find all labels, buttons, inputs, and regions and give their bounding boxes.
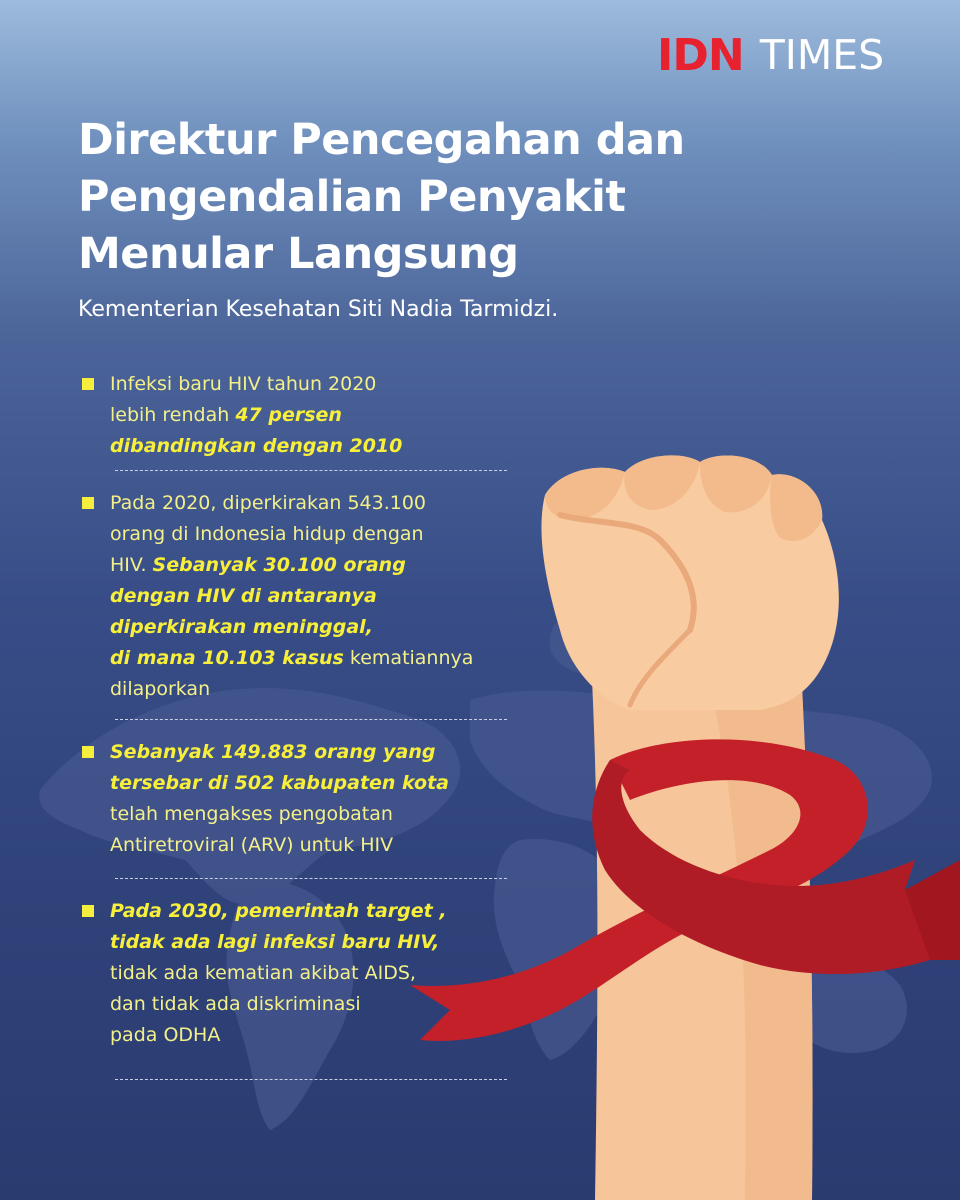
dashed-divider xyxy=(115,719,507,720)
fact-text-2: Pada 2020, diperkirakan 543.100 orang di Indonesia hidup dengan HIV. Sebanyak 30.100 orang dengan HIV di antaranya diperkirakan meninggal, di mana 10.103 kasus kematiannya dilaporkan xyxy=(110,492,474,700)
highlight: di mana 10.103 kasus xyxy=(110,647,344,669)
subheadline: Kementerian Kesehatan Siti Nadia Tarmidzi. xyxy=(78,297,559,322)
headline xyxy=(78,112,758,283)
highlight: 47 persen xyxy=(235,404,342,426)
highlight: dengan HIV di antaranya xyxy=(110,585,377,607)
dashed-divider xyxy=(115,470,507,471)
headline-line-1: Direktur Pencegahan dan xyxy=(78,115,685,165)
logo-times-text: TIMES xyxy=(759,31,885,79)
dashed-divider xyxy=(115,1079,507,1080)
idn-times-logo xyxy=(657,28,884,82)
highlight: Pada 2030, pemerintah target , xyxy=(110,900,447,922)
bullet-square-icon xyxy=(82,378,94,390)
logo-idn-text: IDN xyxy=(657,29,744,81)
highlight: tidak ada lagi infeksi baru HIV, xyxy=(110,931,440,953)
headline-line-2: Pengendalian Penyakit xyxy=(78,172,626,222)
fact-text-4: Pada 2030, pemerintah target , tidak ada lagi infeksi baru HIV, tidak ada kematian akibat AIDS, dan tidak ada diskriminasi pada ODHA xyxy=(110,900,447,1046)
fact-text-3: Sebanyak 149.883 orang yang tersebar di 502 kabupaten kota telah mengakses pengobatan Antiretroviral (ARV) untuk HIV xyxy=(110,741,449,856)
highlight: dibandingkan dengan 2010 xyxy=(110,435,403,457)
highlight: tersebar di 502 kabupaten kota xyxy=(110,772,449,794)
headline-line-3: Menular Langsung xyxy=(78,229,519,279)
bullet-square-icon xyxy=(82,905,94,917)
highlight: diperkirakan meninggal, xyxy=(110,616,373,638)
bullet-square-icon xyxy=(82,497,94,509)
bullet-square-icon xyxy=(82,746,94,758)
fact-text-1: Infeksi baru HIV tahun 2020 lebih rendah 47 persen dibandingkan dengan 2010 xyxy=(110,373,403,457)
highlight: Sebanyak 30.100 orang xyxy=(152,554,406,576)
highlight: Sebanyak 149.883 orang yang xyxy=(110,741,436,763)
dashed-divider xyxy=(115,878,507,879)
